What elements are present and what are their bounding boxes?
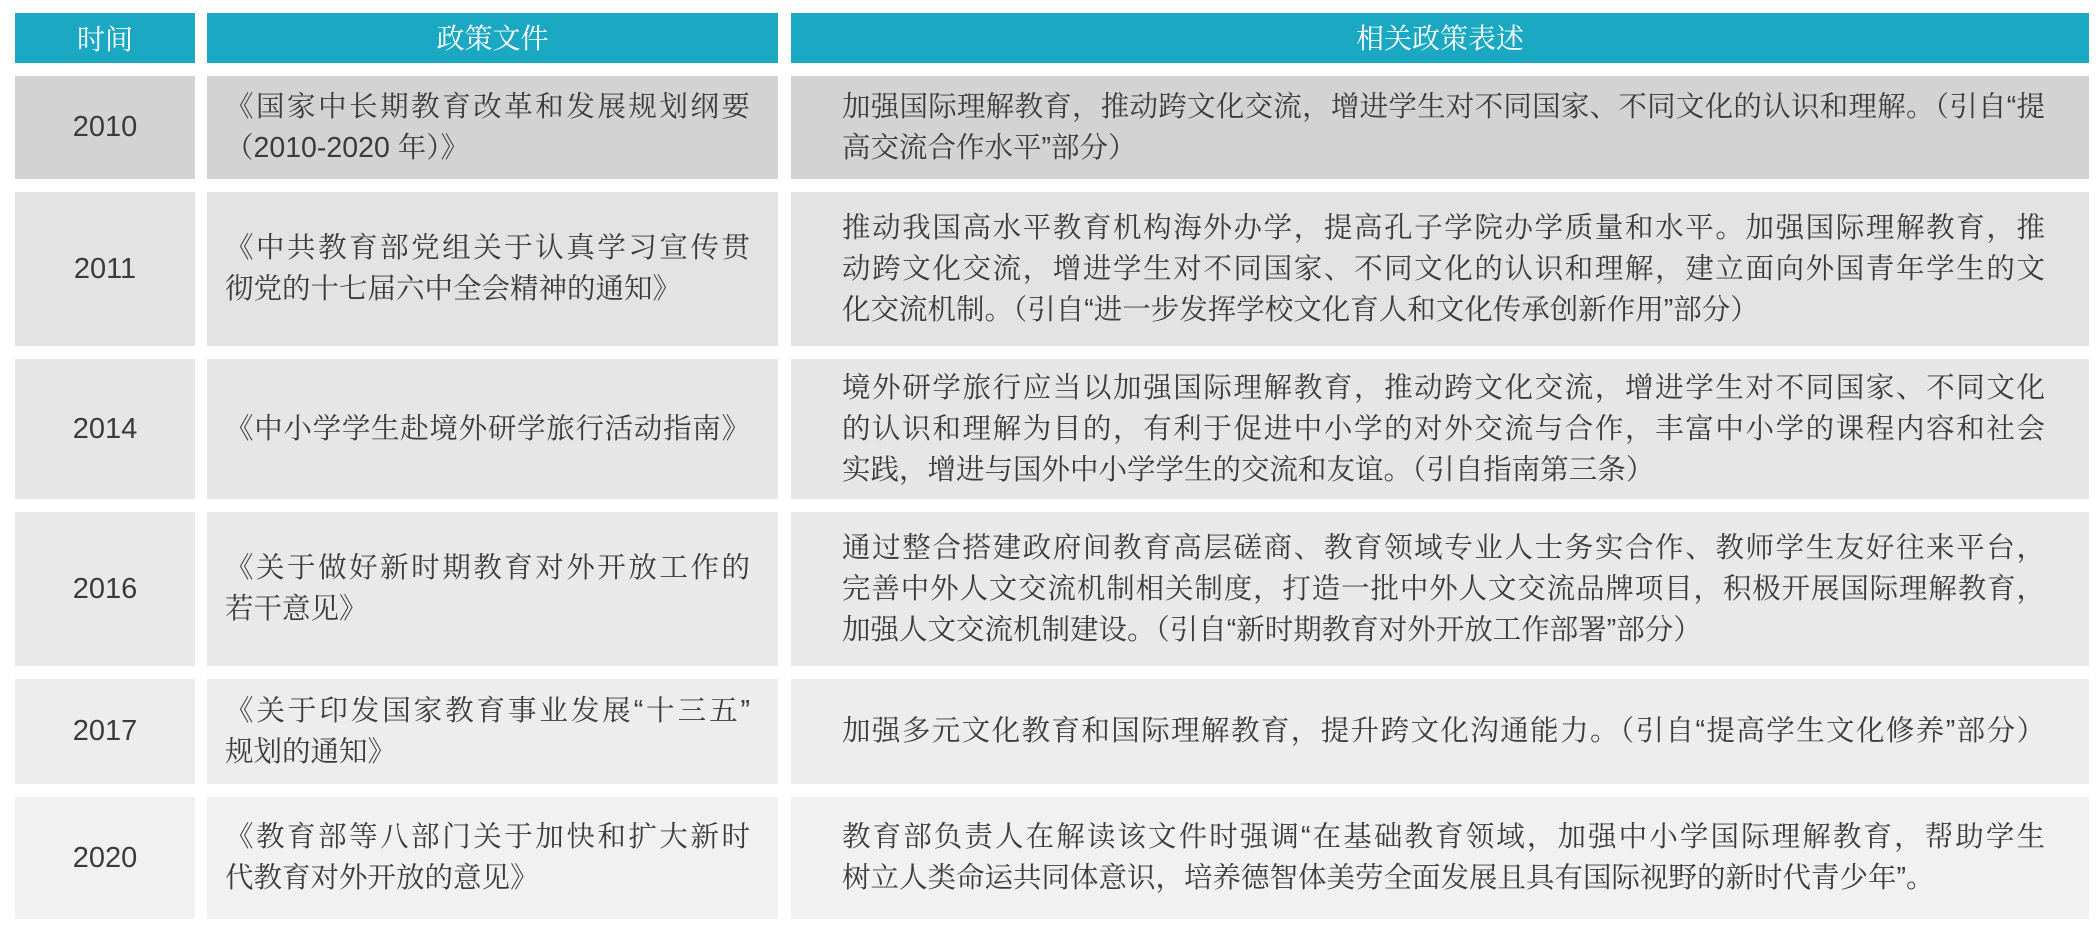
year-cell xyxy=(15,679,195,784)
policy-statement-cell xyxy=(791,359,2089,499)
policy-statement-line: 实践，增进与国外中小学学生的交流和友谊。（引自指南第三条） xyxy=(842,453,1655,486)
table-row xyxy=(15,192,2089,346)
policy-table xyxy=(15,13,2089,919)
policy-statement-cell xyxy=(791,192,2089,346)
header-policy-document: 政策文件 xyxy=(207,13,778,63)
year-text: 2020 xyxy=(72,841,138,874)
policy-statement-line: 通过整合搭建政府间教育高层磋商、教育领域专业人士务实合作、教师学生友好往来平台， xyxy=(842,531,2045,564)
year-cell xyxy=(15,512,195,666)
year-text: 2017 xyxy=(72,715,138,747)
table-row xyxy=(15,512,2089,666)
policy-statement-line: 加强人文交流机制建设。（引自“新时期教育对外开放工作部署”部分） xyxy=(842,613,1702,646)
year-text: 2014 xyxy=(72,412,138,445)
policy-document-line: 《中小学学生赴境外研学旅行活动指南》 xyxy=(225,412,750,445)
policy-document-line: 《教育部等八部门关于加快和扩大新时 xyxy=(225,821,750,853)
policy-document-line: 若干意见》 xyxy=(225,593,368,625)
policy-document-line: 《中共教育部党组关于认真学习宣传贯 xyxy=(225,232,750,264)
year-text: 2016 xyxy=(72,572,138,605)
policy-statement-line: 高交流合作水平”部分） xyxy=(842,131,1137,164)
policy-statement-cell xyxy=(791,797,2089,919)
policy-statement-line: 动跨文化交流，增进学生对不同国家、不同文化的认识和理解，建立面向外国青年学生的文 xyxy=(842,252,2045,285)
table-header xyxy=(15,13,2089,63)
policy-document-line: 《关于做好新时期教育对外开放工作的 xyxy=(225,552,750,584)
policy-document-line: 《关于印发国家教育事业发展“十三五” xyxy=(225,694,750,727)
policy-statement-line: 化交流机制。（引自“进一步发挥学校文化育人和文化传承创新作用”部分） xyxy=(842,293,1759,326)
policy-statement-line: 加强国际理解教育，推动跨文化交流，增进学生对不同国家、不同文化的认识和理解。（引自“提 xyxy=(842,90,2045,123)
policy-statement-line: 推动我国高水平教育机构海外办学，提高孔子学院办学质量和水平。加强国际理解教育，推 xyxy=(842,211,2045,244)
policy-statement-cell xyxy=(791,76,2089,179)
policy-document-cell xyxy=(207,512,778,666)
policy-document-line: 《国家中长期教育改革和发展规划纲要 xyxy=(225,90,750,123)
year-text: 2010 xyxy=(72,111,138,143)
policy-document-cell xyxy=(207,797,778,919)
year-cell xyxy=(15,76,195,179)
year-text: 2011 xyxy=(73,252,137,285)
policy-document-cell xyxy=(207,76,778,179)
policy-document-line: 彻党的十七届六中全会精神的通知》 xyxy=(225,273,682,305)
policy-document-cell xyxy=(207,192,778,346)
policy-statement-cell xyxy=(791,679,2089,784)
header-policy-statement: 相关政策表述 xyxy=(791,13,2089,63)
year-cell xyxy=(15,192,195,346)
table-row xyxy=(15,679,2089,784)
policy-statement-line: 完善中外人文交流机制相关制度，打造一批中外人文交流品牌项目，积极开展国际理解教育， xyxy=(842,572,2045,605)
policy-statement-line: 教育部负责人在解读该文件时强调“在基础教育领域，加强中小学国际理解教育，帮助学生 xyxy=(842,821,2045,853)
header-time: 时间 xyxy=(15,13,195,63)
year-cell xyxy=(15,359,195,499)
policy-document-line: （2010-2020 年）》 xyxy=(225,131,469,164)
table-row xyxy=(15,76,2089,179)
table-row xyxy=(15,797,2089,919)
policy-document-line: 规划的通知》 xyxy=(225,735,397,768)
table-row xyxy=(15,359,2089,499)
policy-statement-line: 树立人类命运共同体意识，培养德智体美劳全面发展且具有国际视野的新时代青少年”。 xyxy=(842,862,1935,894)
policy-statement-line: 境外研学旅行应当以加强国际理解教育，推动跨文化交流，增进学生对不同国家、不同文化 xyxy=(842,371,2045,404)
policy-document-cell xyxy=(207,359,778,499)
policy-statement-cell xyxy=(791,512,2089,666)
policy-statement-line: 加强多元文化教育和国际理解教育，提升跨文化沟通能力。（引自“提高学生文化修养”部分） xyxy=(842,715,2045,747)
year-cell xyxy=(15,797,195,919)
policy-statement-line: 的认识和理解为目的，有利于促进中小学的对外交流与合作，丰富中小学的课程内容和社会 xyxy=(842,412,2045,445)
policy-document-cell xyxy=(207,679,778,784)
policy-document-line: 代教育对外开放的意见》 xyxy=(225,862,539,894)
